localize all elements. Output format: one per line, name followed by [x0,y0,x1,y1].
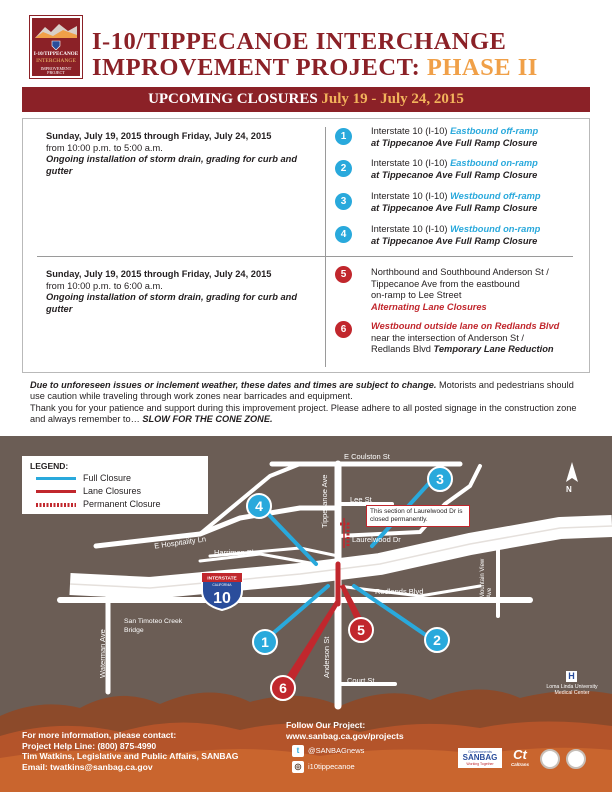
closure-item-2 [371,158,586,181]
label-waterman: Waterman Ave [98,629,107,678]
note-text2: Thank you for your patience and support during this improvement project. Please adhere to all posted signage in the construction zone and always remember to… [30,402,577,424]
label-e-hospitality: E Hospitality Ln [153,534,207,551]
north-label: N [566,485,572,494]
note-slogan: SLOW FOR THE CONE ZONE. [142,413,273,424]
contact-email[interactable]: Email: twatkins@sanbag.ca.gov [22,761,153,772]
closure-line3: on-ramp to Lee Street [371,290,462,300]
schedule-1 [46,131,316,177]
closures-divider-vertical [325,127,326,367]
closure-item-1 [371,126,586,149]
closure-direction: Westbound off-ramp [450,191,541,201]
sanbag-main: SANBAG [462,753,498,762]
closure-number-6: 6 [335,321,352,338]
hospital-icon: H [566,671,577,682]
legend-swatch [36,503,76,507]
closure-line3: Redlands Blvd [371,344,434,354]
interstate-shield-icon [51,40,61,50]
advisory-note [30,380,586,425]
closure-direction: Westbound on-ramp [450,224,541,234]
sanbag-tagline: Working Together [466,762,494,766]
closure-road: Interstate 10 (I-10) [371,224,451,234]
schedule-time: from 10:00 p.m. to 5:00 a.m. [46,142,163,153]
closure-road: Interstate 10 (I-10) [371,126,451,136]
closure-item-6 [371,321,586,356]
legend-label: Full Closure [83,473,132,483]
closure-type: at Tippecanoe Ave Full Ramp Closure [371,202,538,213]
closure-number-2: 2 [335,160,352,177]
logo-text-line2: INTERCHANGE [36,58,76,64]
label-laurelwood: Laurelwood Dr [352,535,401,544]
caltrans-text: Caltrans [510,762,529,767]
map-legend [22,456,208,514]
label-redlands: Redlands Blvd [375,587,424,596]
closure-direction: Eastbound on-ramp [450,158,538,168]
closure-line2: near the intersection of Anderson St / [371,332,524,343]
shield-number: 10 [213,590,231,607]
sanbag-top: Governments [467,749,492,754]
contact-person: Tim Watkins, Legislative and Public Affairs, SANBAG [22,751,239,761]
sanbag-logo [458,748,502,768]
closures-divider-horizontal [37,256,573,257]
closure-line1: Westbound outside lane on Redlands Blvd [371,321,560,331]
closure-road: Interstate 10 (I-10) [371,191,451,201]
schedule-work: Ongoing installation of storm drain, grading for curb and gutter [46,292,298,314]
schedule-work: Ongoing installation of storm drain, grading for curb and gutter [46,154,298,176]
closure-type: at Tippecanoe Ave Full Ramp Closure [371,169,538,180]
closure-item-5 [371,267,586,313]
page-title-line2 [92,56,602,81]
closure-road: Interstate 10 (I-10) [371,158,451,168]
contact-info [22,730,238,772]
closure-line1: Northbound and Southbound Anderson St / [371,267,549,277]
banner-label: UPCOMING CLOSURES [148,91,322,107]
closure-direction: Eastbound off-ramp [450,126,539,136]
title-main: IMPROVEMENT PROJECT: [92,54,427,81]
closure-number-4: 4 [335,226,352,243]
banner-dates: July 19 - July 24, 2015 [321,91,464,107]
schedule-dates: Sunday, July 19, 2015 through Friday, July 24, 2015 [46,131,272,141]
shield-interstate-text: INTERSTATE [207,576,237,582]
closure-number-3: 3 [335,193,352,210]
schedule-time: from 10:00 p.m. to 6:00 a.m. [46,280,163,291]
schedule-dates: Sunday, July 19, 2015 through Friday, July 24, 2015 [46,269,272,279]
county-seal-icon [566,749,586,769]
city-seal-icon [540,749,560,769]
map-marker-5: 5 [348,617,374,643]
closure-type: Temporary Lane Reduction [433,344,554,354]
legend-swatch [36,477,76,480]
legend-label: Permanent Closure [83,499,161,509]
legend-title: LEGEND: [30,461,69,471]
note-text1: Motorists and pedestrians should use caution while traveling through work zones near barricades and equipment. [30,380,574,402]
map-marker-1: 1 [252,629,278,655]
closure-type: at Tippecanoe Ave Full Ramp Closure [371,137,538,148]
logo-text-line1: I-10/TIPPECANOE [33,51,79,57]
instagram-link[interactable] [292,761,355,773]
label-court: Court St [347,676,375,685]
note-warning: Due to unforeseen issues or inclement weather, these dates and times are subject to change. [30,380,437,390]
label-mountain-view: Mountain View Ave [480,558,493,598]
closure-item-4 [371,224,586,247]
laurelwood-closure-callout: This section of Laurelwood Dr is closed permanently. [366,505,470,527]
legend-item-lane-closures [36,486,141,497]
map-marker-2: 2 [424,627,450,653]
mountain-icon [35,22,77,38]
contact-heading: For more information, please contact: [22,730,177,740]
contact-helpline: Project Help Line: (800) 875-4990 [22,740,157,751]
closure-type: at Tippecanoe Ave Full Ramp Closure [371,235,538,246]
map-marker-4: 4 [246,493,272,519]
project-logo [30,16,82,78]
legend-item-full-closure [36,473,131,484]
instagram-handle: i10tippecanoe [308,762,355,771]
closure-number-5: 5 [335,266,352,283]
instagram-icon: ◎ [292,761,304,773]
follow-url[interactable]: www.sanbag.ca.gov/projects [286,730,404,741]
follow-section [286,720,404,741]
map-marker-3: 3 [427,466,453,492]
twitter-icon: t [292,745,304,757]
label-anderson: Anderson St [322,636,331,678]
title-phase: PHASE II [426,54,538,81]
legend-label: Lane Closures [83,486,142,496]
closure-item-3 [371,191,586,214]
follow-title: Follow Our Project: [286,720,366,730]
caltrans-logo: Ct Caltrans [506,748,534,768]
twitter-link[interactable] [292,745,364,757]
page-title-line1: I-10/TIPPECANOE INTERCHANGE [92,28,507,55]
closure-type: Alternating Lane Closures [371,301,487,312]
shield-state-text: CALIFORNIA [212,583,232,587]
legend-item-permanent-closure [36,499,161,510]
twitter-handle: @SANBAGnews [308,746,365,755]
map-marker-6: 6 [270,675,296,701]
legend-swatch [36,490,76,493]
label-tippecanoe: Tippecanoe Ave [320,474,329,528]
label-san-timoteo: San Timoteo Creek Bridge [124,618,183,634]
closure-line2: Tippecanoe Ave from the eastbound [371,278,520,289]
logo-text-line3: IMPROVEMENT PROJECT [40,66,72,76]
label-harriman: Harriman Pl [214,548,254,557]
label-e-coulston: E Coulston St [344,452,390,461]
interstate-10-shield [199,571,245,611]
schedule-2 [46,269,316,315]
hospital-label: Loma Linda University Medical Center [546,684,598,697]
label-lee: Lee St [350,495,372,504]
closure-number-1: 1 [335,128,352,145]
closures-banner [22,87,590,112]
